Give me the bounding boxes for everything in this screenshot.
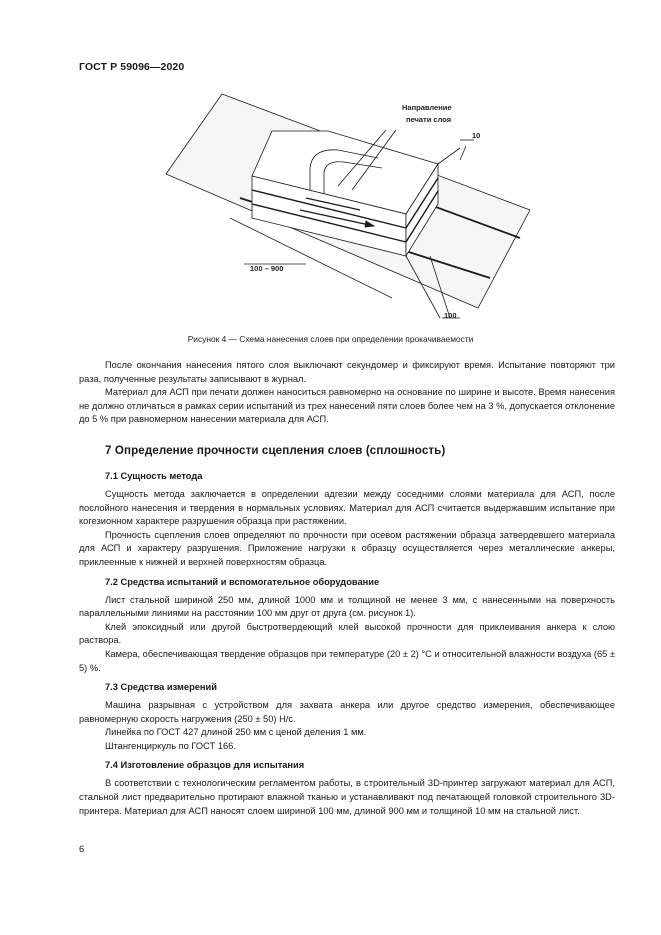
- figure-drawing: [160, 86, 540, 331]
- label-direction-line1: Направление: [402, 103, 452, 112]
- document-body: [79, 359, 615, 818]
- document-code-header: ГОСТ Р 59096—2020: [79, 61, 185, 73]
- subsection-7-4-title: 7.4 Изготовление образцов для испытания: [105, 760, 305, 771]
- label-direction-line2: печати слоя: [406, 115, 452, 124]
- paragraph: Материал для АСП при печати должен наноситься равномерно на основание по ширине и высоте. Время нанесения не должно отличаться в рамках серии испытаний из трех нанесений пяти слоев более чем на 3 %, допускается отклонение до 5 % при равномерном нанесении материала для АСП.: [79, 387, 615, 425]
- paragraph: Камера, обеспечивающая твердение образцов при температуре (20 ± 2) °С и относительной влажности воздуха (65 ± 5) %.: [79, 648, 615, 673]
- subsection-7-3-title: 7.3 Средства измерений: [105, 682, 217, 693]
- paragraph: Штангенциркуль по ГОСТ 166.: [105, 740, 236, 751]
- paragraph: Сущность метода заключается в определении адгезии между соседними слоями материала для АСП, после послойного нанесения и твердения в нормальных условиях. Материал для АСП считается выдержавшим испытание при когезионном характере разрушения образца при растяжении.: [79, 488, 615, 527]
- paragraph: После окончания нанесения пятого слоя выключают секундомер и фиксируют время. Испытание повторяют три раза, полученные результаты записывают в журнал.: [79, 360, 615, 384]
- paragraph: Клей эпоксидный или другой быстротвердеющий клей высокой прочности для приклеивания анкера к слою раствора.: [79, 621, 615, 646]
- label-width: 100: [444, 311, 457, 320]
- paragraph: Машина разрывная с устройством для захвата анкера или другое средство измерения, обеспечивающее равномерную скорость нагружения (250 ± 50) Н/с.: [79, 700, 615, 724]
- figure-layer-deposition-scheme: [160, 86, 540, 331]
- subsection-7-1-title: 7.1 Сущность метода: [105, 470, 203, 481]
- subsection-7-2-title: 7.2 Средства испытаний и вспомогательное оборудование: [105, 576, 380, 587]
- section-7-title: 7 Определение прочности сцепления слоев (сплошность): [105, 443, 446, 457]
- paragraph: Прочность сцепления слоев определяют по прочности при осевом растяжении образца затвердевшего материала для АСП и характеру разрушения. Приложение нагрузки к образцу осуществляется через металлические анкеры, приклеенные к нижней и верхней поверхностям образца.: [79, 529, 615, 567]
- label-length: 100 – 900: [250, 264, 284, 273]
- label-thickness: 10: [472, 131, 481, 140]
- paragraph: В соответствии с технологическим регламентом работы, в строительный 3D-принтер загружают материал для АСП, стальной лист предварительно протирают влажной тканью и устанавливают под печатающей головкой строительного 3D-принтера. Материал для АСП наносят слоем шириной 100 мм, длиной 900 мм и толщиной 10 мм на стальной лист.: [79, 778, 615, 816]
- figure-caption: Рисунок 4 — Схема нанесения слоев при определении прокачиваемости: [187, 334, 474, 344]
- paragraph: Лист стальной шириной 250 мм, длиной 1000 мм и толщиной не менее 3 мм, с нанесенными на поверхность параллельными линиями на расстоянии 100 мм друг от друга (см. рисунок 1).: [79, 594, 615, 619]
- page-number: 6: [79, 844, 85, 854]
- paragraph: Линейка по ГОСТ 427 длиной 250 мм с ценой деления 1 мм.: [105, 727, 367, 738]
